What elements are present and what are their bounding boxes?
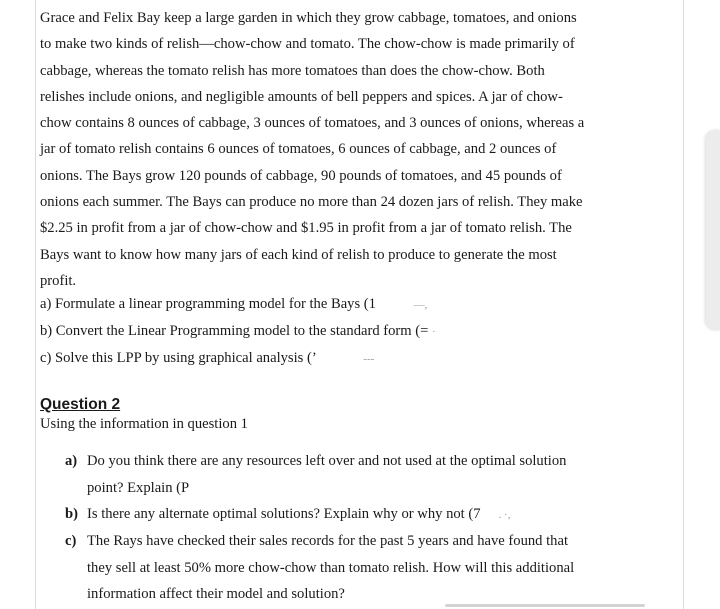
paragraph-line: to make two kinds of relish—chow-chow and tomato. The chow-chow is made primarily of: [40, 36, 575, 53]
item-line: information affect their model and solution?: [87, 586, 345, 602]
q1-task-b: [40, 323, 436, 341]
paragraph-line: Bays want to know how many jars of each kind of relish to produce to generate the most: [40, 246, 557, 263]
q1-task-a: [40, 296, 427, 314]
paragraph-line: profit.: [40, 272, 77, 289]
task-text: c) Solve this LPP by using graphical analysis (’: [40, 350, 316, 366]
item-line: they sell at least 50% more chow-chow than tomato relish. How will this additional: [87, 559, 575, 576]
paragraph-line: onions each summer. The Bays can produce no more than 24 dozen jars of relish. They make: [40, 194, 583, 211]
faded-mark: ·: [432, 326, 436, 338]
task-text: b) Convert the Linear Programming model to the standard form (=: [40, 323, 429, 339]
question-2-heading: Question 2: [40, 396, 121, 413]
paragraph-line: relishes include onions, and negligible amounts of bell peppers and spices. A jar of chow-: [40, 88, 563, 105]
item-line: The Rays have checked their sales records for the past 5 years and have found that: [87, 533, 569, 549]
item-label: b): [65, 506, 78, 522]
item-line: Do you think there are any resources left over and not used at the optimal solution: [87, 453, 567, 469]
side-scroll-tab[interactable]: [706, 130, 720, 330]
item-label: c): [65, 533, 77, 549]
paragraph-line: cabbage, whereas the tomato relish has more tomatoes than does the chow-chow. Both: [40, 62, 545, 79]
faded-mark: . ·,: [498, 509, 511, 521]
bottom-scroll-bar[interactable]: [445, 604, 645, 607]
q2-item-a: [65, 448, 622, 501]
item-line: point? Explain (P: [87, 479, 190, 496]
item-line: Is there any alternate optimal solutions? Explain why or why not (7: [87, 506, 481, 522]
paragraph-line: onions. The Bays grow 120 pounds of cabbage, 90 pounds of tomatoes, and 45 pounds of: [40, 167, 562, 184]
question-1-paragraph: [40, 5, 622, 294]
faded-mark: —,: [413, 299, 428, 311]
faded-mark: ---: [363, 353, 375, 365]
question-2-intro: Using the information in question 1: [40, 416, 248, 432]
paragraph-line: chow contains 8 ounces of cabbage, 3 ounces of tomatoes, and 3 ounces of onions, whereas a: [40, 115, 585, 132]
paragraph-line: Grace and Felix Bay keep a large garden in which they grow cabbage, tomatoes, and onions: [40, 10, 577, 26]
q1-task-c: [40, 350, 374, 368]
q2-item-b: [65, 501, 622, 529]
paragraph-line: jar of tomato relish contains 6 ounces of tomatoes, 6 ounces of cabbage, and 2 ounces of: [40, 141, 557, 158]
paragraph-line: $2.25 in profit from a jar of chow-chow and $1.95 in profit from a jar of tomato relish. The: [40, 220, 572, 237]
q2-item-c: [65, 528, 622, 608]
item-label: a): [65, 453, 78, 469]
task-text: a) Formulate a linear programming model for the Bays (1: [40, 296, 376, 312]
